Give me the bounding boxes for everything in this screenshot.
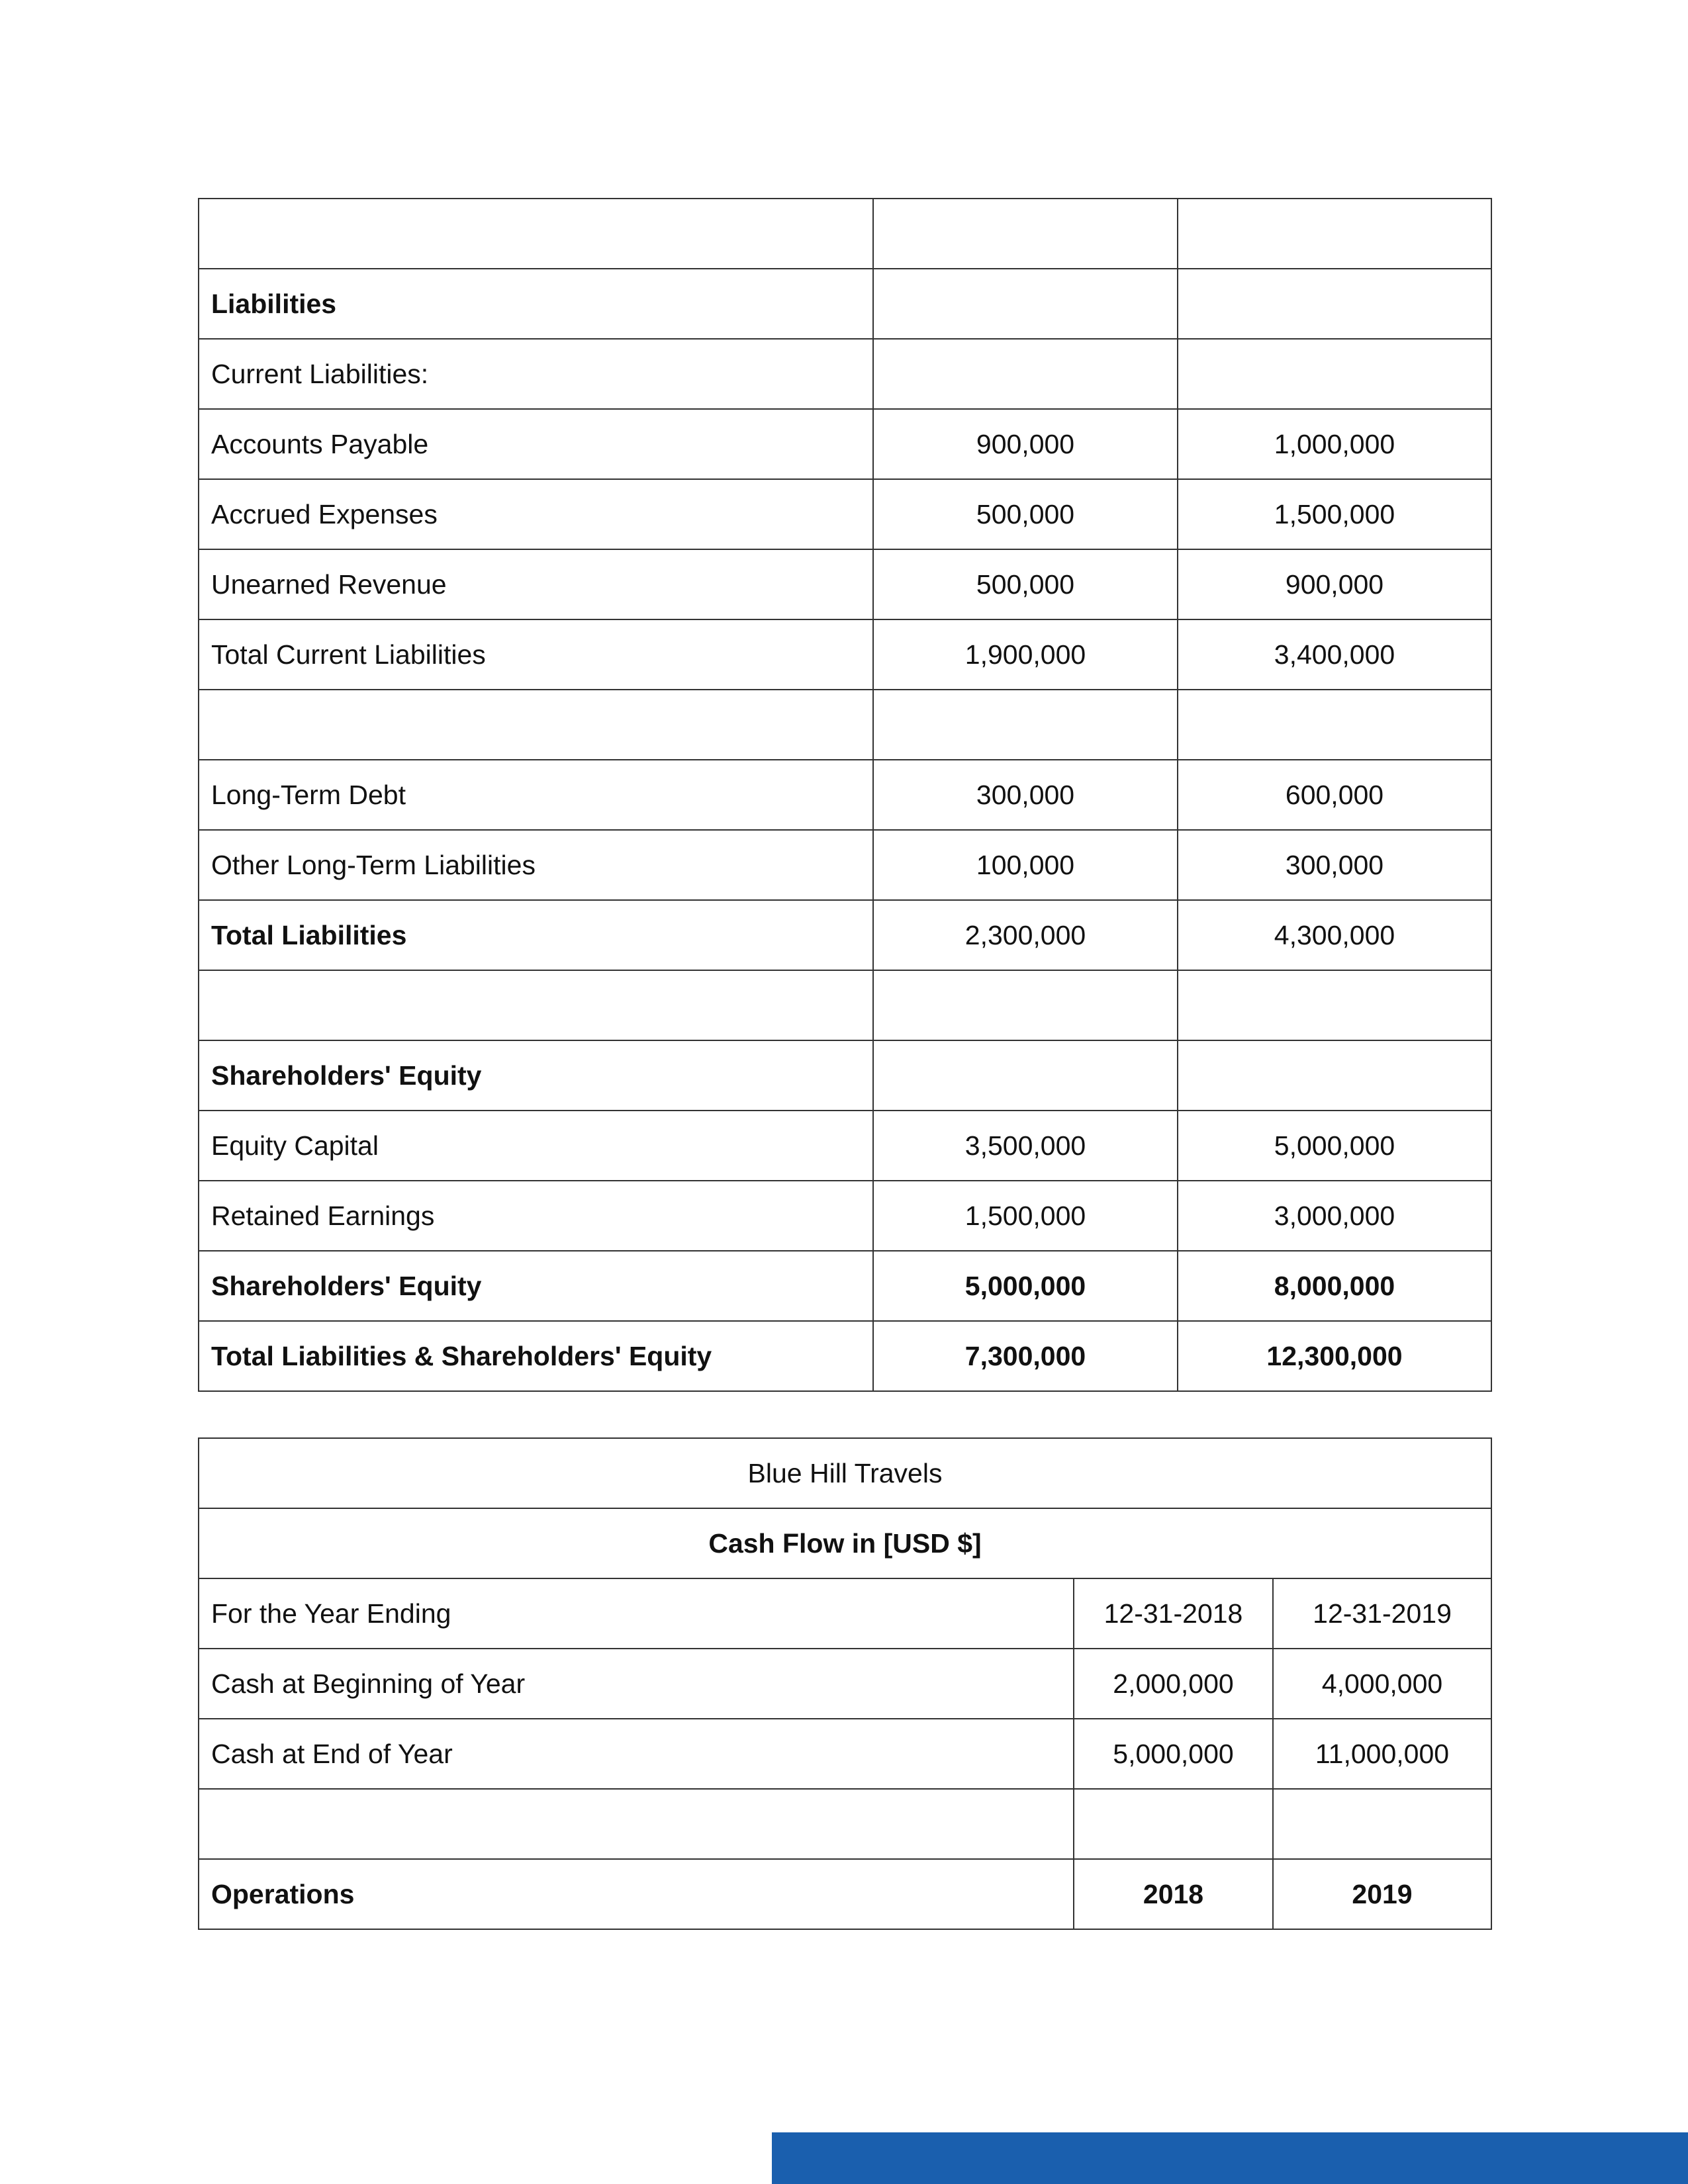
- balance-row-value-2: 4,300,000: [1178, 900, 1491, 970]
- balance-row-value-2: 300,000: [1178, 830, 1491, 900]
- cash-flow-row: [199, 1789, 1491, 1859]
- balance-row-label: Unearned Revenue: [199, 549, 873, 619]
- cash-flow-row-label: Cash at Beginning of Year: [199, 1649, 1074, 1719]
- balance-row: [199, 199, 1491, 269]
- balance-row-value-2: 3,400,000: [1178, 619, 1491, 690]
- balance-row-value-2: [1178, 199, 1491, 269]
- balance-row-value-2: 5,000,000: [1178, 1111, 1491, 1181]
- balance-row-value-1: 5,000,000: [873, 1251, 1178, 1321]
- balance-sheet-body: [199, 199, 1491, 1391]
- balance-row: [199, 1181, 1491, 1251]
- balance-row-value-1: 7,300,000: [873, 1321, 1178, 1391]
- balance-row-label: Total Liabilities: [199, 900, 873, 970]
- balance-row-label: Equity Capital: [199, 1111, 873, 1181]
- cash-flow-row: [199, 1649, 1491, 1719]
- balance-row: [199, 970, 1491, 1040]
- balance-row: [199, 409, 1491, 479]
- cash-flow-row: [199, 1578, 1491, 1649]
- balance-row-value-1: [873, 269, 1178, 339]
- balance-row-value-2: [1178, 970, 1491, 1040]
- cash-flow-row-value-1: 2018: [1074, 1859, 1273, 1929]
- cash-flow-row-value-1: 12-31-2018: [1074, 1578, 1273, 1649]
- balance-row-value-1: [873, 199, 1178, 269]
- balance-row-value-2: [1178, 339, 1491, 409]
- balance-row-value-2: 8,000,000: [1178, 1251, 1491, 1321]
- balance-row: [199, 900, 1491, 970]
- balance-row-value-1: 300,000: [873, 760, 1178, 830]
- balance-row-label: Retained Earnings: [199, 1181, 873, 1251]
- cash-flow-row-value-2: 11,000,000: [1273, 1719, 1491, 1789]
- balance-row: [199, 339, 1491, 409]
- cash-flow-row-value-1: [1074, 1789, 1273, 1859]
- balance-row: [199, 690, 1491, 760]
- balance-row-label: Current Liabilities:: [199, 339, 873, 409]
- balance-row-label: [199, 690, 873, 760]
- cash-flow-company-row: [199, 1438, 1491, 1508]
- balance-row-value-1: [873, 1040, 1178, 1111]
- balance-row-value-1: 900,000: [873, 409, 1178, 479]
- balance-row: [199, 479, 1491, 549]
- cash-flow-row: [199, 1859, 1491, 1929]
- balance-row-value-2: 900,000: [1178, 549, 1491, 619]
- balance-row-value-1: 500,000: [873, 549, 1178, 619]
- balance-row-value-1: 100,000: [873, 830, 1178, 900]
- cash-flow-row-value-2: 4,000,000: [1273, 1649, 1491, 1719]
- balance-row-value-2: 1,000,000: [1178, 409, 1491, 479]
- cash-flow-row-value-2: [1273, 1789, 1491, 1859]
- balance-row-value-1: 2,300,000: [873, 900, 1178, 970]
- balance-row-value-1: 1,500,000: [873, 1181, 1178, 1251]
- cash-flow-body: [199, 1438, 1491, 1929]
- cash-flow-row: [199, 1719, 1491, 1789]
- balance-row-value-1: [873, 970, 1178, 1040]
- balance-row-label: Shareholders' Equity: [199, 1040, 873, 1111]
- balance-row-label: Shareholders' Equity: [199, 1251, 873, 1321]
- cash-flow-title: Cash Flow in [USD $]: [199, 1508, 1491, 1578]
- balance-row-value-2: [1178, 269, 1491, 339]
- cash-flow-row-label: Cash at End of Year: [199, 1719, 1074, 1789]
- balance-row: [199, 830, 1491, 900]
- balance-row-label: Accrued Expenses: [199, 479, 873, 549]
- balance-sheet-table: [198, 198, 1492, 1392]
- cash-flow-title-row: [199, 1508, 1491, 1578]
- balance-row: [199, 760, 1491, 830]
- balance-row-value-1: 3,500,000: [873, 1111, 1178, 1181]
- cash-flow-table: [198, 1437, 1492, 1930]
- balance-row-label: Other Long-Term Liabilities: [199, 830, 873, 900]
- cash-flow-row-value-2: 12-31-2019: [1273, 1578, 1491, 1649]
- balance-row-value-2: [1178, 1040, 1491, 1111]
- cash-flow-row-label: For the Year Ending: [199, 1578, 1074, 1649]
- balance-row: [199, 1111, 1491, 1181]
- balance-row-label: [199, 199, 873, 269]
- footer-accent-band: [772, 2132, 1688, 2184]
- cash-flow-row-label: Operations: [199, 1859, 1074, 1929]
- balance-row: [199, 1251, 1491, 1321]
- balance-row-value-2: 3,000,000: [1178, 1181, 1491, 1251]
- balance-row-value-2: 600,000: [1178, 760, 1491, 830]
- balance-row-label: Liabilities: [199, 269, 873, 339]
- cash-flow-row-value-2: 2019: [1273, 1859, 1491, 1929]
- cash-flow-company: Blue Hill Travels: [199, 1438, 1491, 1508]
- balance-row: [199, 1040, 1491, 1111]
- cash-flow-row-label: [199, 1789, 1074, 1859]
- cash-flow-row-value-1: 5,000,000: [1074, 1719, 1273, 1789]
- balance-row-label: Total Current Liabilities: [199, 619, 873, 690]
- balance-row-value-1: 1,900,000: [873, 619, 1178, 690]
- balance-row-label: Accounts Payable: [199, 409, 873, 479]
- balance-row: [199, 1321, 1491, 1391]
- balance-row-value-1: [873, 690, 1178, 760]
- balance-row: [199, 619, 1491, 690]
- balance-row-value-2: 12,300,000: [1178, 1321, 1491, 1391]
- balance-row-value-1: [873, 339, 1178, 409]
- balance-row-value-2: 1,500,000: [1178, 479, 1491, 549]
- balance-row: [199, 549, 1491, 619]
- balance-row-label: Long-Term Debt: [199, 760, 873, 830]
- balance-row-label: Total Liabilities & Shareholders' Equity: [199, 1321, 873, 1391]
- balance-row-value-2: [1178, 690, 1491, 760]
- balance-row: [199, 269, 1491, 339]
- balance-row-label: [199, 970, 873, 1040]
- cash-flow-row-value-1: 2,000,000: [1074, 1649, 1273, 1719]
- balance-row-value-1: 500,000: [873, 479, 1178, 549]
